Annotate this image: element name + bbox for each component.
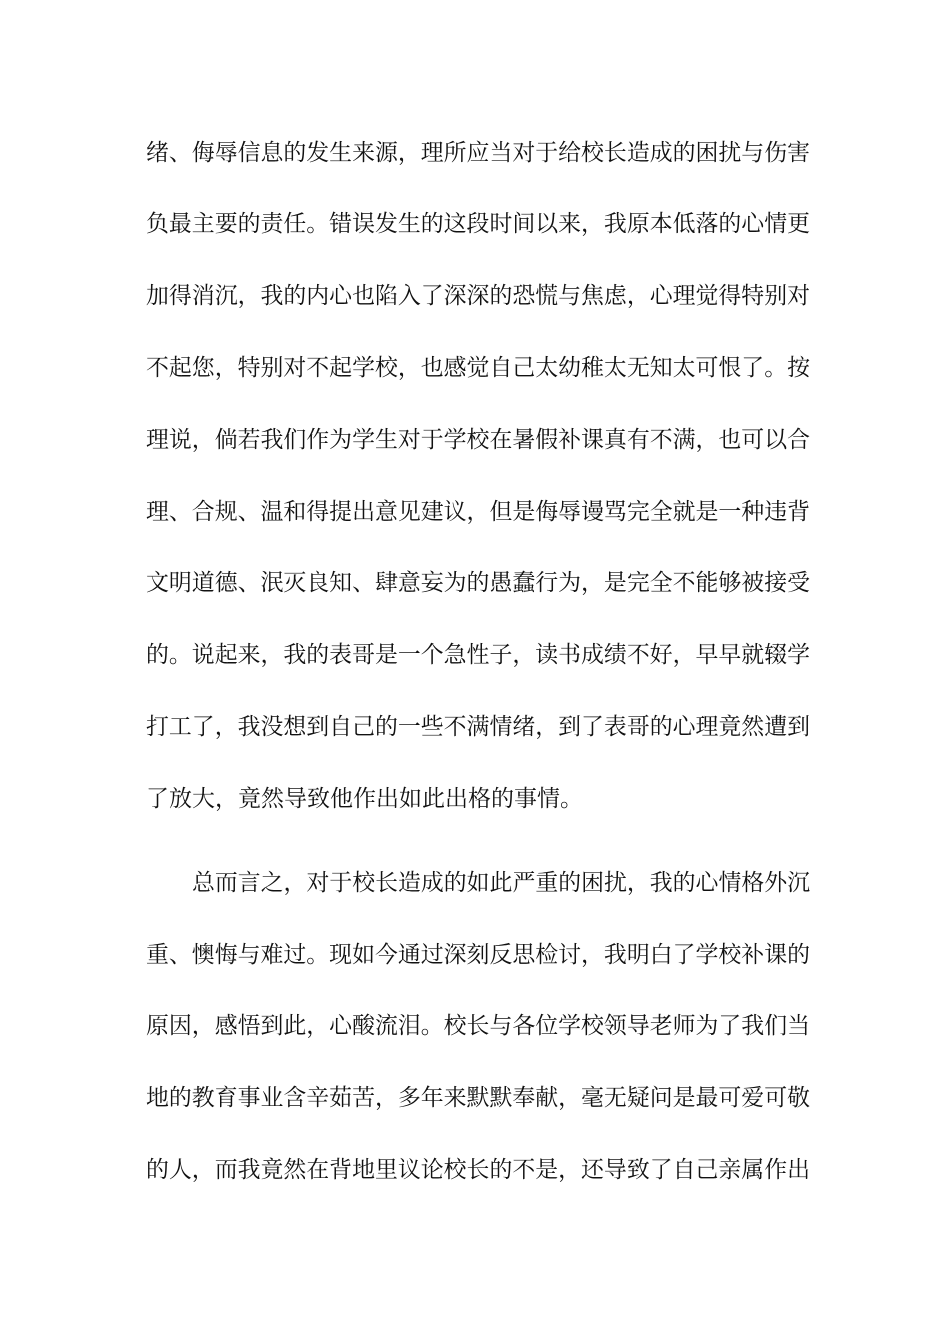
text-line: 了放大，竟然导致他作出如此出格的事情。 [146,786,583,812]
text-line: 总而言之，对于校长造成的如此严重的困扰，我的心情格外沉 [192,870,810,896]
text-line: 加得消沉，我的内心也陷入了深深的恐慌与焦虑，心理觉得特别对 [146,283,810,309]
text-line: 负最主要的责任。错误发生的这段时间以来，我原本低落的心情更 [146,211,810,237]
text-line: 理说，倘若我们作为学生对于学校在暑假补课真有不满，也可以合 [146,427,810,453]
text-line: 不起您，特别对不起学校，也感觉自己太幼稚太无知太可恨了。按 [146,355,810,381]
text-line: 的。说起来，我的表哥是一个急性子，读书成绩不好，早早就辍学 [146,642,810,668]
text-line: 文明道德、泯灭良知、肆意妄为的愚蠢行为，是完全不能够被接受 [146,570,810,596]
text-line: 地的教育事业含辛茹苦，多年来默默奉献，毫无疑问是最可爱可敬 [146,1085,810,1111]
text-line: 原因，感悟到此，心酸流泪。校长与各位学校领导老师为了我们当 [146,1013,810,1039]
text-line: 理、合规、温和得提出意见建议，但是侮辱谩骂完全就是一种违背 [146,499,810,525]
text-line: 的人，而我竟然在背地里议论校长的不是，还导致了自己亲属作出 [146,1157,810,1183]
text-line: 打工了，我没想到自己的一些不满情绪，到了表哥的心理竟然遭到 [146,714,810,740]
text-line: 重、懊悔与难过。现如今通过深刻反思检讨，我明白了学校补课的 [146,942,810,968]
text-line: 绪、侮辱信息的发生来源，理所应当对于给校长造成的困扰与伤害 [146,140,810,166]
